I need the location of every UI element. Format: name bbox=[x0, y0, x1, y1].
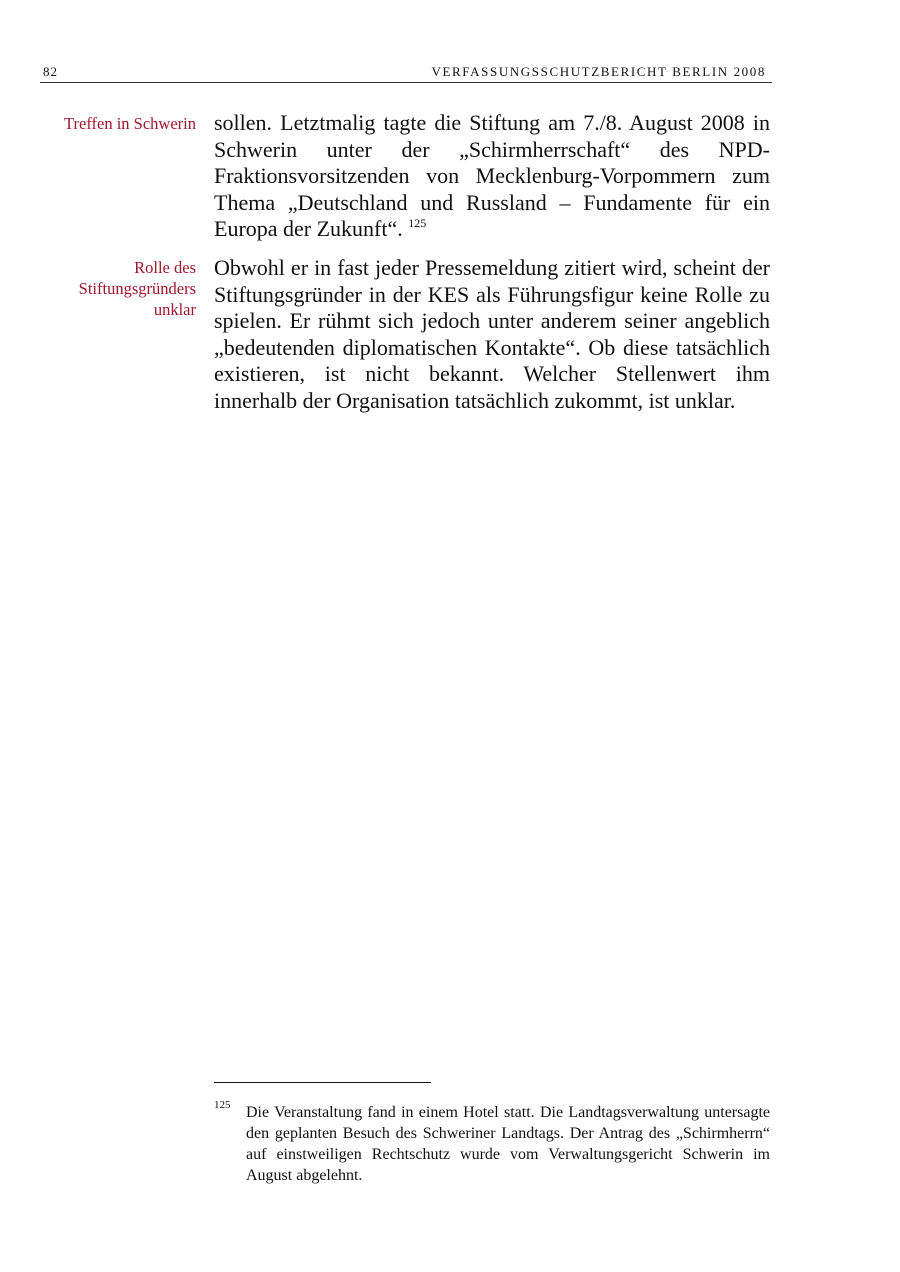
footnote-number: 125 bbox=[214, 1099, 231, 1111]
footnote-reference: 125 bbox=[408, 216, 427, 231]
running-title: VERFASSUNGSSCHUTZBERICHT BERLIN 2008 bbox=[431, 64, 766, 79]
running-header bbox=[40, 62, 772, 83]
margin-note-meeting: Treffen in Schwerin bbox=[64, 114, 196, 133]
margin-note-line: Rolle des bbox=[134, 258, 196, 277]
footnote-separator bbox=[214, 1082, 431, 1083]
margin-note-line: Stiftungsgründers bbox=[78, 279, 196, 298]
paragraph-meeting-text: sollen. Letztmalig tagte die Stiftung am 7./8. August 2008 in Schwerin unter der „Schirmherrschaft“ des NPD-Fraktionsvorsitzenden von Mecklenburg-Vorpommern zum Thema „Deutschland und Russland – Fundamente für ein Europa der Zukunft“. bbox=[214, 110, 770, 242]
page-number: 82 bbox=[43, 64, 58, 79]
paragraph-founder-role: Obwohl er in fast jeder Pressemeldung zitiert wird, scheint der Stiftungsgründer in der KES als Führungsfigur keine Rolle zu spielen. Er rühmt sich jedoch unter anderem seiner angeblich „bedeutenden diplomatischen Kontakte“. Ob diese tatsächlich existieren, ist nicht bekannt. Welcher Stellenwert ihm innerhalb der Organisation tatsächlich zukommt, ist unklar. bbox=[214, 255, 770, 413]
margin-note-founder-role bbox=[79, 257, 196, 320]
footnote-text: Die Veranstaltung fand in einem Hotel statt. Die Landtagsverwaltung untersagte den geplanten Besuch des Schweriner Landtags. Der Antrag des „Schirmherrn“ auf einstweiligen Rechtschutz wurde vom Verwaltungsgericht Schwerin im August abgelehnt. bbox=[246, 1104, 770, 1184]
paragraph-meeting bbox=[214, 110, 770, 243]
margin-note-line: unklar bbox=[153, 300, 196, 319]
